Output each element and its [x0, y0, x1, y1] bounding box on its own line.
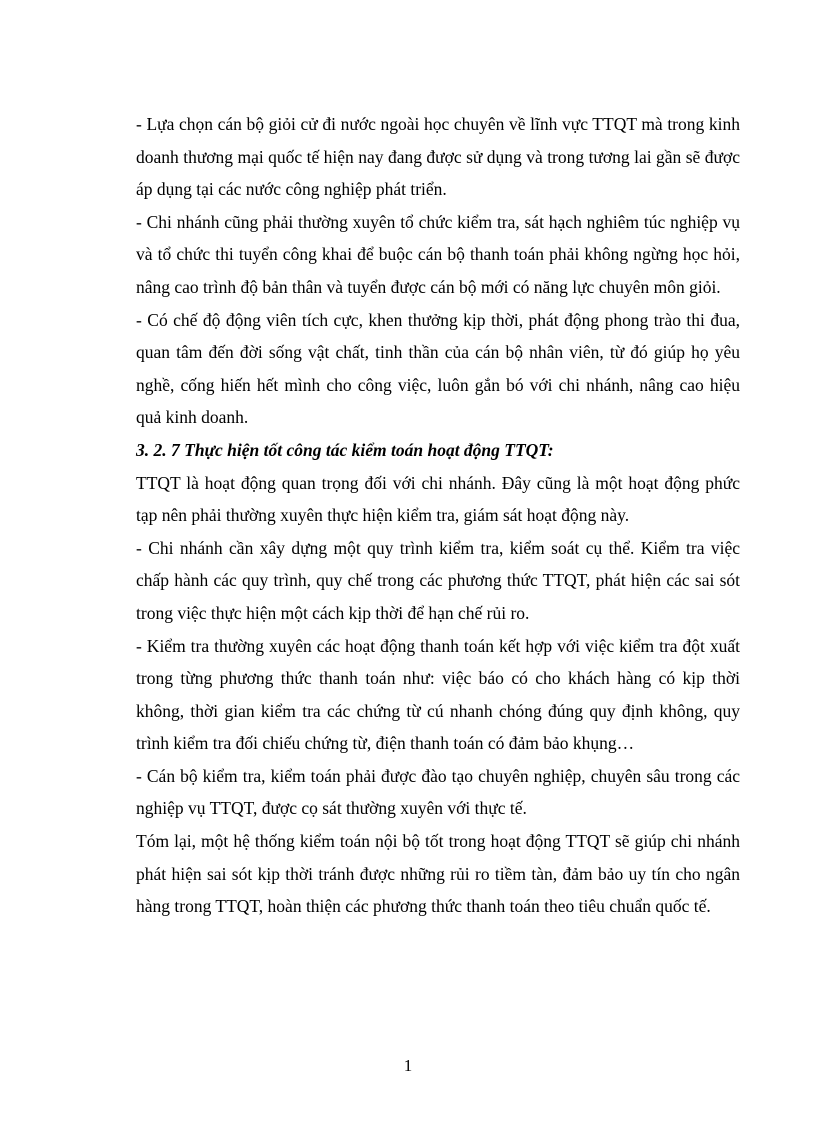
page-number: 1: [403, 1056, 413, 1075]
paragraph-auditor-training: - Cán bộ kiểm tra, kiểm toán phải được đào tạo chuyên nghiệp, chuyên sâu trong các nghiệp vụ TTQT, được cọ sát thường xuyên với thực tế.: [136, 765, 740, 819]
paragraph-ttqt-intro: TTQT là hoạt động quan trọng đối với chi nhánh. Đây cũng là một hoạt động phức tạp nên phải thường xuyên thực hiện kiểm tra, giám sát hoạt động này.: [136, 472, 740, 526]
paragraph-rewards: - Có chế độ động viên tích cực, khen thưởng kịp thời, phát động phong trào thi đua, quan tâm đến đời sống vật chất, tinh thần của cán bộ nhân viên, từ đó giúp họ yêu nghề, cống hiến hết mình cho công việc, luôn gắn bó với chi nhánh, nâng cao hiệu quả kinh doanh.: [136, 309, 740, 428]
paragraph-conclusion: Tóm lại, một hệ thống kiểm toán nội bộ tốt trong hoạt động TTQT sẽ giúp chi nhánh phát hiện sai sót kịp thời tránh được những rủi ro tiềm tàn, đảm bảo uy tín cho ngân hàng trong TTQT, hoàn thiện các phương thức thanh toán theo tiêu chuẩn quốc tế.: [136, 831, 740, 917]
paragraph-regular-checks: - Kiểm tra thường xuyên các hoạt động thanh toán kết hợp với việc kiểm tra đột xuất trong từng phương thức thanh toán như: việc báo có cho khách hàng có kịp thời không, thời gian kiểm tra các chứng từ cú nhanh chóng đúng quy định không, quy trình kiểm tra đối chiếu chứng từ, điện thanh toán có đảm bảo khụng…: [136, 635, 740, 754]
section-heading: 3. 2. 7 Thực hiện tốt công tác kiểm toán hoạt động TTQT:: [136, 439, 554, 460]
paragraph-select-staff: - Lựa chọn cán bộ giỏi cử đi nước ngoài học chuyên về lĩnh vực TTQT mà trong kinh doanh thương mại quốc tế hiện nay đang được sử dụng và trong tương lai gần sẽ được áp dụng tại các nước công nghiệp phát triển.: [136, 114, 740, 200]
paragraph-inspection-exams: - Chi nhánh cũng phải thường xuyên tổ chức kiểm tra, sát hạch nghiêm túc nghiệp vụ và tổ chức thi tuyển công khai để buộc cán bộ thanh toán phải không ngừng học hỏi, nâng cao trình độ bản thân và tuyển được cán bộ mới có năng lực chuyên môn giỏi.: [136, 211, 740, 297]
document-body: [136, 108, 740, 923]
paragraph-control-process: - Chi nhánh cần xây dựng một quy trình kiểm tra, kiểm soát cụ thể. Kiểm tra việc chấp hành các quy trình, quy chế trong các phương thức TTQT, phát hiện các sai sót trong việc thực hiện một cách kịp thời để hạn chế rủi ro.: [136, 537, 740, 623]
